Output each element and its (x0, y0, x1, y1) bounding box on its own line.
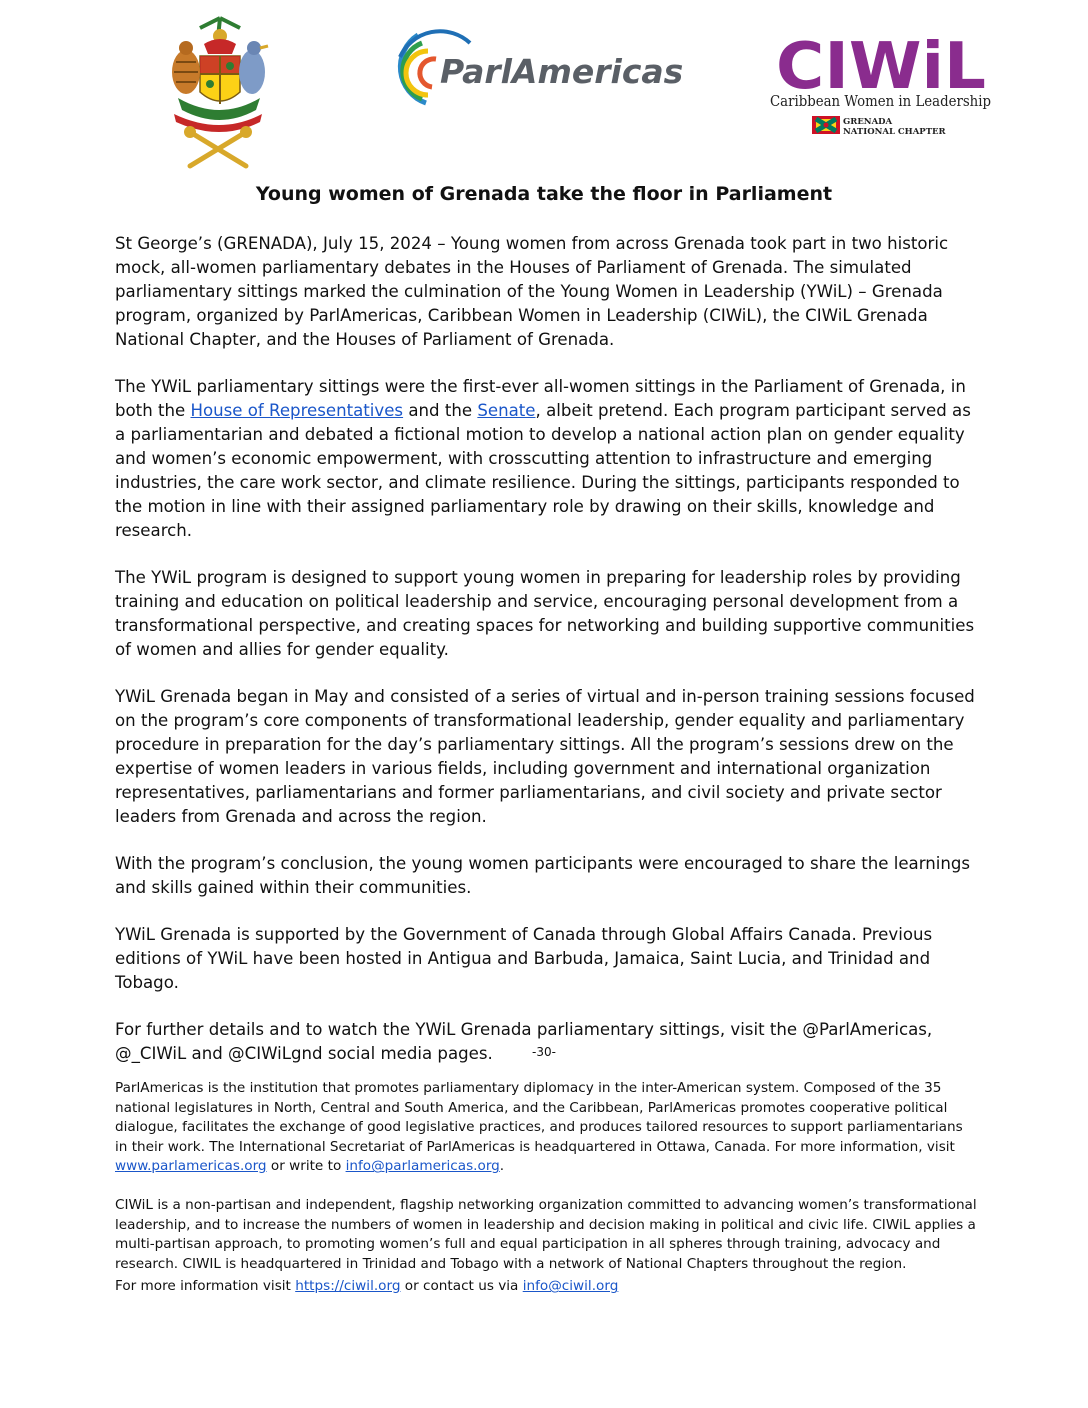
press-release-body (115, 232, 977, 1089)
grenada-coat-of-arms-icon (160, 14, 276, 170)
paragraph-sessions: YWiL Grenada began in May and consisted of a series of virtual and in-person training sessions focused on the program’s core components of transformational leadership, gender equality and parliamentary procedure in preparation for the day’s parliamentary sittings. All the program’s sessions drew on the expertise of women leaders in various fields, including government and international organization representatives, parliamentarians and former parliamentarians, and civil society and private sector leaders from Grenada and across the region. (115, 687, 975, 826)
ciwil-wordmark: CIWiL (776, 30, 986, 104)
page-title: Young women of Grenada take the floor in Parliament (255, 183, 833, 205)
parlamericas-logo-icon (378, 25, 683, 110)
footer-ciwil-contact: For more information visit https://ciwil.org or contact us via info@ciwil.org (115, 1278, 619, 1295)
parlamericas-wordmark: ParlAmericas (440, 52, 683, 91)
paragraph-conclusion: With the program’s conclusion, the young women participants were encouraged to share the learnings and skills gained within their communities. (115, 854, 971, 897)
paragraph-sittings: The YWiL parliamentary sittings were the first-ever all-women sittings in the Parliament of Grenada, in both the House of Representatives and the Senate, albeit pretend. Each program participant served as a parliamentarian and debated a fictional motion to develop a national action plan on gender equality and women’s economic empowerment, with crosscutting attention to infrastructure and emerging industries, the care work sector, and climate resilience. During the sittings, participants responded to the motion in line with their assigned parliamentary role by drawing on their skills, knowledge and research. (115, 377, 971, 540)
end-marker: -30- (532, 1045, 556, 1059)
footer-about (115, 1079, 977, 1316)
ciwil-email-link[interactable]: info@ciwil.org (522, 1278, 619, 1295)
parlamericas-website-link[interactable]: www.parlamericas.org (115, 1158, 267, 1175)
grenada-flag-icon (812, 116, 840, 134)
paragraph-intro: St George’s (GRENADA), July 15, 2024 – Young women from across Grenada took part in two historic mock, all-women parliamentary debates in the Houses of Parliament of Grenada. The simulated parliamentary sittings marked the culmination of the Young Women in Leadership (YWiL) – Grenada program, organized by ParlAmericas, Caribbean Women in Leadership (CIWiL), the CIWiL Grenada National Chapter, and the Houses of Parliament of Grenada. (115, 234, 949, 349)
parlamericas-email-link[interactable]: info@parlamericas.org (345, 1158, 500, 1175)
senate-link[interactable]: Senate (477, 401, 536, 420)
paragraph-social: For further details and to watch the YWiL Grenada parliamentary sittings, visit the @ParlAmericas, @_CIWiL and @CIWiLgnd social media pages. (115, 1020, 933, 1063)
ciwil-chapter-line2: NATIONAL CHAPTER (843, 127, 946, 137)
footer-ciwil: CIWiL is a non-partisan and independent, flagship networking organization committed to advancing women’s transformational leadership, and to increase the numbers of women in leadership and decision making in political and civic life. CIWiL applies a multi-partisan approach, to promoting women’s full and equal participation in all spheres through training, advocacy and research. CIWIL is headquartered in Trinidad and Tobago with a network of National Chapters throughout the region. (115, 1196, 977, 1272)
paragraph-program: The YWiL program is designed to support young women in preparing for leadership roles by providing training and education on political leadership and service, encouraging personal development from a transformational perspective, and creating spaces for networking and building supportive communities of women and allies for gender equality. (115, 568, 975, 659)
ciwil-chapter-line1: GRENADA (843, 117, 893, 127)
ciwil-logo-icon (768, 30, 994, 140)
logo-header (0, 0, 1088, 175)
house-of-representatives-link[interactable]: House of Representatives (190, 401, 404, 420)
footer-parlamericas: ParlAmericas is the institution that promotes parliamentary diplomacy in the inter-American system. Composed of the 35 national legislatures in North, Central and South America, and the Caribbean, ParlAmericas promotes cooperative political dialogue, facilitates the exchange of good legislative practices, and produces tailored resources to support parliamentarians in their work. The International Secretariat of ParlAmericas is headquartered in Ottawa, Canada. For more information, visit www.parlamericas.org or write to info@parlamericas.org. (115, 1080, 963, 1175)
ciwil-tagline: Caribbean Women in Leadership (770, 92, 991, 110)
paragraph-support: YWiL Grenada is supported by the Government of Canada through Global Affairs Canada. Previous editions of YWiL have been hosted in Antigua and Barbuda, Jamaica, Saint Lucia, and Trinidad and Tobago. (115, 925, 933, 992)
ciwil-website-link[interactable]: https://ciwil.org (295, 1278, 401, 1295)
